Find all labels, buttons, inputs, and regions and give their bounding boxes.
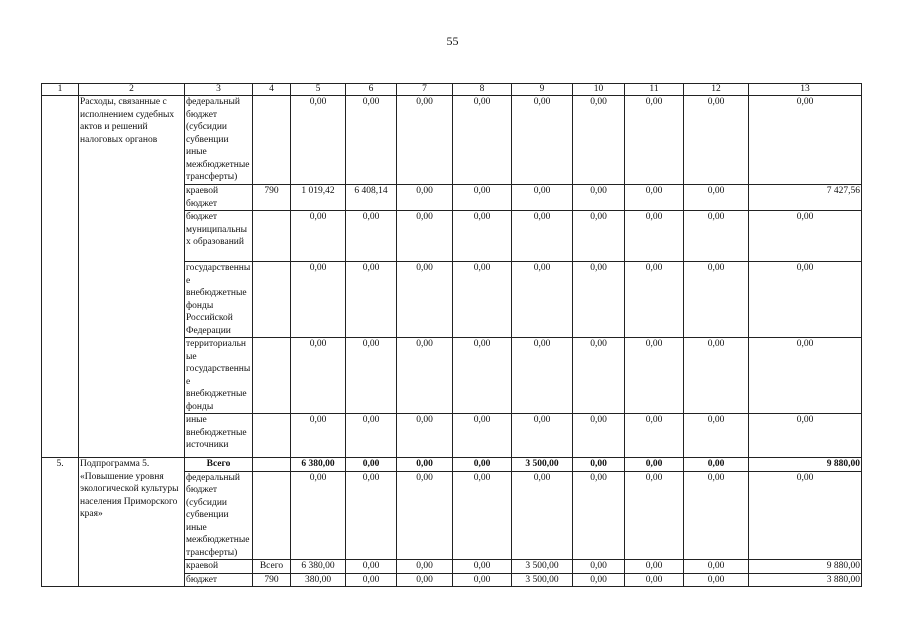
funding-source: иные внебюджетные источники	[185, 414, 253, 458]
value-cell: 0,00	[573, 262, 625, 338]
value-cell: 0,00	[453, 185, 512, 211]
value-cell: 0,00	[684, 211, 749, 262]
value-cell: 1 019,42	[291, 185, 346, 211]
value-cell: 0,00	[749, 414, 862, 458]
budget-code	[253, 96, 291, 185]
row-number-cell	[42, 96, 79, 458]
total-value-cell: 0,00	[573, 458, 625, 472]
page-number: 55	[446, 34, 459, 48]
funding-source: федеральный бюджет (субсидии субвенции иные межбюджетные трансферты)	[185, 471, 253, 560]
header-cell: 7	[397, 84, 453, 96]
value-cell: 0,00	[749, 338, 862, 414]
funding-source: краевой	[185, 560, 253, 574]
value-cell: 0,00	[684, 573, 749, 587]
row-number-cell: 5.	[42, 458, 79, 587]
budget-code: 790	[253, 185, 291, 211]
header-cell: 13	[749, 84, 862, 96]
total-value-cell: 6 380,00	[291, 458, 346, 472]
value-cell: 380,00	[291, 573, 346, 587]
value-cell: 0,00	[291, 262, 346, 338]
value-cell: 0,00	[573, 185, 625, 211]
value-cell: 0,00	[512, 211, 573, 262]
budget-code	[253, 471, 291, 560]
header-cell: 9	[512, 84, 573, 96]
value-cell: 0,00	[625, 262, 684, 338]
header-cell: 6	[346, 84, 397, 96]
budget-code: 790	[253, 573, 291, 587]
total-label: Всего	[185, 458, 253, 472]
total-value-cell: 0,00	[684, 458, 749, 472]
budget-code	[253, 338, 291, 414]
value-cell: 0,00	[625, 471, 684, 560]
total-value-cell: 0,00	[346, 458, 397, 472]
value-cell: 0,00	[453, 262, 512, 338]
value-cell: 0,00	[625, 211, 684, 262]
value-cell: 0,00	[684, 560, 749, 574]
funding-source: государственные внебюджетные фонды Российской Федерации	[185, 262, 253, 338]
value-cell: 0,00	[512, 414, 573, 458]
total-value-cell: 9 880,00	[749, 458, 862, 472]
value-cell: 0,00	[684, 338, 749, 414]
funding-source: бюджет	[185, 573, 253, 587]
value-cell: 0,00	[453, 560, 512, 574]
value-cell: 0,00	[397, 573, 453, 587]
value-cell: 0,00	[684, 185, 749, 211]
funding-source: федеральный бюджет (субсидии субвенции иные межбюджетные трансферты)	[185, 96, 253, 185]
value-cell: 0,00	[625, 185, 684, 211]
header-cell: 11	[625, 84, 684, 96]
header-cell: 2	[79, 84, 185, 96]
value-cell: 0,00	[573, 560, 625, 574]
value-cell: 0,00	[397, 262, 453, 338]
value-cell: 0,00	[684, 262, 749, 338]
value-cell: 0,00	[346, 560, 397, 574]
value-cell: 0,00	[397, 338, 453, 414]
value-cell: 0,00	[684, 96, 749, 185]
value-cell: 0,00	[625, 573, 684, 587]
value-cell: 0,00	[397, 414, 453, 458]
value-cell: 9 880,00	[749, 560, 862, 574]
budget-code	[253, 414, 291, 458]
value-cell: 0,00	[573, 573, 625, 587]
header-cell: 1	[42, 84, 79, 96]
header-cell: 12	[684, 84, 749, 96]
budget-code	[253, 211, 291, 262]
value-cell: 7 427,56	[749, 185, 862, 211]
value-cell: 0,00	[625, 96, 684, 185]
value-cell: 0,00	[512, 185, 573, 211]
header-row	[42, 84, 862, 96]
value-cell: 0,00	[573, 96, 625, 185]
value-cell: 3 500,00	[512, 560, 573, 574]
value-cell: 6 380,00	[291, 560, 346, 574]
expense-name: Расходы, связанные с исполнением судебных актов и решений налоговых органов	[79, 96, 185, 458]
value-cell: 0,00	[573, 211, 625, 262]
value-cell: 0,00	[397, 185, 453, 211]
header-cell: 4	[253, 84, 291, 96]
value-cell: 0,00	[453, 414, 512, 458]
value-cell: 0,00	[573, 414, 625, 458]
header-cell: 10	[573, 84, 625, 96]
value-cell: 0,00	[397, 211, 453, 262]
value-cell: 0,00	[749, 471, 862, 560]
value-cell: 0,00	[453, 96, 512, 185]
total-value-cell: 0,00	[397, 458, 453, 472]
funding-source: бюджет муниципальных образований	[185, 211, 253, 262]
budget-code	[253, 262, 291, 338]
value-cell: 0,00	[397, 96, 453, 185]
value-cell: 0,00	[749, 211, 862, 262]
budget-code	[253, 458, 291, 472]
value-cell: 0,00	[512, 338, 573, 414]
value-cell: 0,00	[346, 338, 397, 414]
value-cell: 0,00	[453, 211, 512, 262]
value-cell: 0,00	[625, 414, 684, 458]
budget-code: Всего	[253, 560, 291, 574]
value-cell: 0,00	[346, 471, 397, 560]
value-cell: 0,00	[291, 211, 346, 262]
value-cell: 0,00	[512, 471, 573, 560]
value-cell: 0,00	[625, 560, 684, 574]
value-cell: 0,00	[453, 573, 512, 587]
value-cell: 0,00	[684, 471, 749, 560]
subprogram-total-row	[42, 458, 862, 472]
value-cell: 0,00	[749, 96, 862, 185]
value-cell: 0,00	[512, 262, 573, 338]
budget-table	[41, 83, 862, 587]
value-cell: 0,00	[625, 338, 684, 414]
total-value-cell: 0,00	[453, 458, 512, 472]
value-cell: 6 408,14	[346, 185, 397, 211]
table-row	[42, 96, 862, 185]
value-cell: 0,00	[573, 471, 625, 560]
header-cell: 5	[291, 84, 346, 96]
value-cell: 0,00	[291, 414, 346, 458]
value-cell: 0,00	[397, 560, 453, 574]
header-cell: 8	[453, 84, 512, 96]
value-cell: 0,00	[749, 262, 862, 338]
total-value-cell: 0,00	[625, 458, 684, 472]
value-cell: 3 500,00	[512, 573, 573, 587]
value-cell: 0,00	[346, 96, 397, 185]
header-cell: 3	[185, 84, 253, 96]
value-cell: 0,00	[453, 338, 512, 414]
value-cell: 0,00	[291, 471, 346, 560]
value-cell: 0,00	[346, 573, 397, 587]
value-cell: 0,00	[684, 414, 749, 458]
funding-source: территориальные государственные внебюджетные фонды	[185, 338, 253, 414]
funding-source: краевой бюджет	[185, 185, 253, 211]
total-value-cell: 3 500,00	[512, 458, 573, 472]
value-cell: 0,00	[346, 211, 397, 262]
value-cell: 0,00	[291, 338, 346, 414]
value-cell: 0,00	[512, 96, 573, 185]
value-cell: 3 880,00	[749, 573, 862, 587]
value-cell: 0,00	[291, 96, 346, 185]
value-cell: 0,00	[346, 414, 397, 458]
value-cell: 0,00	[573, 338, 625, 414]
value-cell: 0,00	[346, 262, 397, 338]
subprogram-name: Подпрограмма 5. «Повышение уровня экологической культуры населения Приморского края»	[79, 458, 185, 587]
value-cell: 0,00	[453, 471, 512, 560]
value-cell: 0,00	[397, 471, 453, 560]
